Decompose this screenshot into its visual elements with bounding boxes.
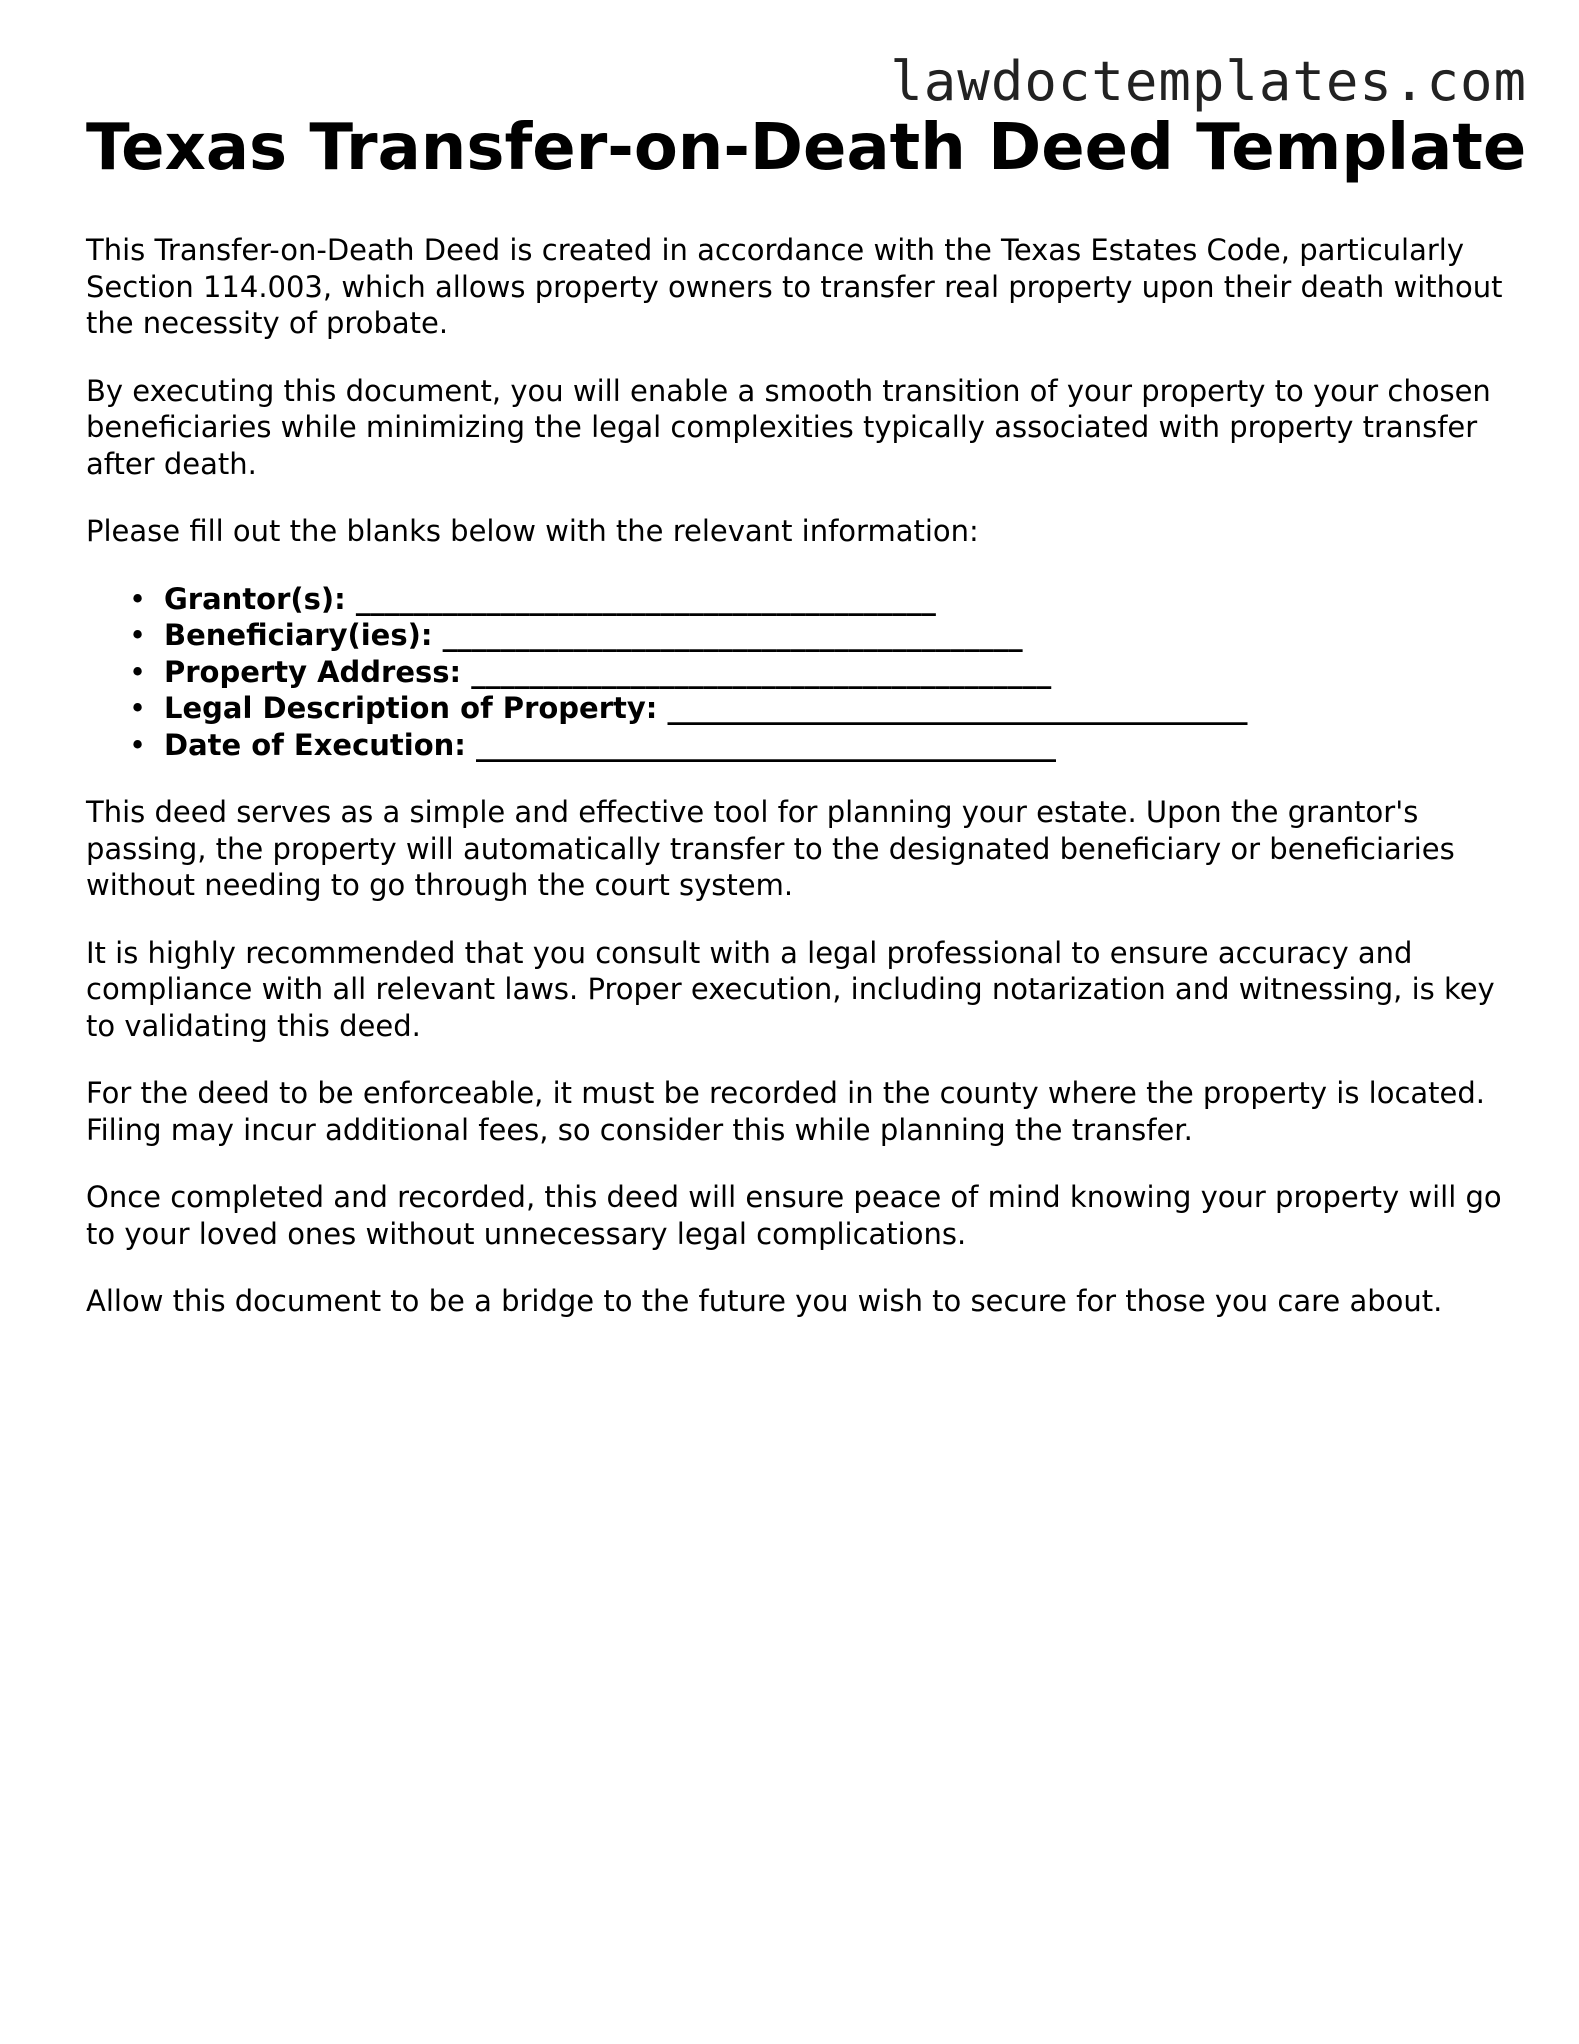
- bullet-icon: •: [129, 581, 147, 616]
- document-title: Texas Transfer-on-Death Deed Template: [86, 111, 1527, 185]
- field-label: Legal Description of Property:: [164, 691, 658, 725]
- field-blank[interactable]: ________________________________________: [355, 581, 936, 616]
- field-label: Grantor(s):: [164, 581, 346, 616]
- closing-paragraph: Allow this document to be a bridge to the future you wish to secure for those you care about.: [86, 1284, 1443, 1318]
- intro-paragraph: This Transfer-on-Death Deed is created in accordance with the Texas Estates Code, particularly Section 114.003, which allows property owners to transfer real property upon their death without the necessity of probate.: [86, 233, 1503, 340]
- field-beneficiaries: [129, 617, 1516, 654]
- document-body: [86, 108, 1527, 1351]
- field-label: Date of Execution:: [164, 727, 466, 762]
- field-blank[interactable]: ________________________________________: [667, 691, 1248, 725]
- instructions-paragraph: Please fill out the blanks below with the relevant information:: [86, 514, 979, 548]
- field-grantor: [129, 581, 1516, 618]
- legal-advice-paragraph: It is highly recommended that you consult with a legal professional to ensure accuracy and compliance with all relevant laws. Proper execution, including notarization and witnessing, is key to validating this deed.: [86, 935, 1495, 1043]
- field-blank[interactable]: ________________________________________: [476, 727, 1057, 762]
- bullet-icon: •: [129, 654, 147, 689]
- purpose-paragraph: By executing this document, you will enable a smooth transition of your property to your chosen beneficiaries while minimizing the legal complexities typically associated with property transfer after death.: [86, 373, 1491, 481]
- field-blank[interactable]: ________________________________________: [471, 654, 1052, 689]
- field-blank[interactable]: ________________________________________: [442, 618, 1023, 652]
- bullet-icon: •: [129, 618, 147, 652]
- bullet-icon: •: [129, 691, 147, 725]
- peace-of-mind-paragraph: Once completed and recorded, this deed will ensure peace of mind knowing your property will go to your loved ones without unnecessary legal complications.: [86, 1180, 1502, 1251]
- fill-in-fields-list: [86, 581, 1516, 764]
- field-date-of-execution: [129, 727, 1516, 764]
- field-legal-description: [129, 690, 1516, 727]
- site-watermark: lawdoctemplates.com: [890, 50, 1527, 113]
- bullet-icon: •: [129, 727, 147, 762]
- field-label: Beneficiary(ies):: [164, 618, 433, 652]
- field-property-address: [129, 654, 1516, 691]
- estate-planning-paragraph: This deed serves as a simple and effective tool for planning your estate. Upon the grantor's passing, the property will automatically transfer to the designated beneficiary or beneficiaries without needing to go through the court system.: [86, 795, 1455, 902]
- field-label: Property Address:: [164, 654, 462, 689]
- recording-paragraph: For the deed to be enforceable, it must be recorded in the county where the property is located. Filing may incur additional fees, so consider this while planning the transfer.: [86, 1076, 1486, 1147]
